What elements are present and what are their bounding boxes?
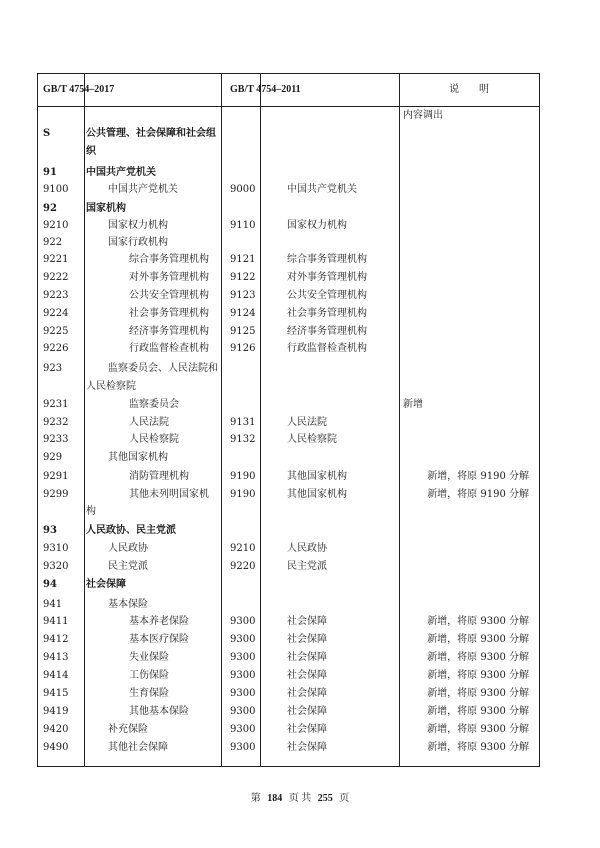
row-old-name: 行政监督检查机构 (287, 343, 367, 354)
row-code: 9414 (43, 670, 69, 681)
row-old-name: 社会事务管理机构 (287, 308, 367, 319)
row-code: 9415 (43, 688, 69, 699)
row-code: 941 (43, 599, 63, 610)
row-name: 其他基本保险 (129, 706, 189, 717)
table-row (37, 305, 540, 323)
table-row (37, 431, 540, 449)
footer-mid: 页 共 (288, 793, 312, 804)
table-row (37, 287, 540, 305)
row-old-name: 社会保障 (287, 616, 327, 627)
row-old-name: 中国共产党机关 (287, 184, 357, 195)
row-old-name: 社会保障 (287, 724, 327, 735)
row-old-code: 9210 (230, 543, 256, 554)
row-note: 新增，将原 9190 分解 (427, 489, 529, 500)
row-note: 新增，将原 9300 分解 (427, 688, 529, 699)
table-row (37, 631, 540, 649)
table-row (37, 576, 540, 594)
row-old-name: 社会保障 (287, 670, 327, 681)
row-name: 工伤保险 (129, 670, 169, 681)
row-old-name: 社会保障 (287, 706, 327, 717)
page-footer (0, 789, 600, 804)
row-code: 9411 (43, 616, 69, 627)
row-code: 9291 (43, 471, 69, 482)
table-row (37, 667, 540, 685)
table-row (37, 613, 540, 631)
row-name: 人民政协、民主党派 (86, 525, 176, 536)
comparison-table (37, 73, 540, 767)
table-row (37, 125, 540, 143)
row-old-name: 综合事务管理机构 (287, 254, 367, 265)
row-old-code: 9123 (230, 290, 256, 301)
row-old-code: 9121 (230, 254, 256, 265)
row-code: 9210 (43, 220, 69, 231)
header-new-standard: GB/T 4754–2017 (43, 84, 115, 95)
row-note: 新增，将原 9300 分解 (427, 706, 529, 717)
table-row (37, 649, 540, 667)
row-old-code: 9124 (230, 308, 256, 319)
table-row (37, 323, 540, 341)
row-old-code: 9190 (230, 471, 256, 482)
table-row (37, 143, 540, 161)
row-code: 9222 (43, 272, 69, 283)
table-row (37, 522, 540, 540)
row-name: 综合事务管理机构 (129, 254, 209, 265)
table-row (37, 234, 540, 252)
table-row (37, 503, 540, 521)
row-name: 消防管理机构 (129, 471, 189, 482)
row-old-name: 其他国家机构 (287, 471, 347, 482)
row-code: 93 (43, 525, 57, 536)
table-row (37, 685, 540, 703)
row-code: 923 (43, 363, 63, 374)
footer-suffix: 页 (339, 793, 350, 804)
row-old-name: 国家权力机构 (287, 220, 347, 231)
row-name: 对外事务管理机构 (129, 272, 209, 283)
table-row (37, 340, 540, 358)
row-code: 9226 (43, 343, 69, 354)
table-row (37, 703, 540, 721)
row-name: 失业保险 (129, 652, 169, 663)
row-code: 9310 (43, 543, 69, 554)
row-note: 新增，将原 9190 分解 (427, 471, 529, 482)
row-code: 9320 (43, 561, 69, 572)
table-row (37, 164, 540, 182)
row-code: 9299 (43, 489, 69, 500)
current-page-number: 184 (267, 793, 283, 804)
row-name: 基本养老保险 (129, 616, 189, 627)
row-name: 中国共产党机关 (108, 184, 178, 195)
row-name: 国家行政机构 (108, 237, 168, 248)
footer-prefix: 第 (250, 793, 261, 804)
row-old-code: 9300 (230, 616, 256, 627)
row-note: 新增，将原 9300 分解 (427, 652, 529, 663)
row-old-code: 9220 (230, 561, 256, 572)
row-name: 其他社会保障 (108, 742, 168, 753)
row-name: 监察委员会、人民法院和 (108, 363, 218, 374)
row-code: 9232 (43, 417, 69, 428)
row-code: 91 (43, 167, 57, 178)
table-row (37, 269, 540, 287)
row-old-name: 人民法院 (287, 417, 327, 428)
row-name: 社会事务管理机构 (129, 308, 209, 319)
row-note: 内容调出 (403, 110, 443, 121)
row-old-name: 对外事务管理机构 (287, 272, 367, 283)
row-name: 基本医疗保险 (129, 634, 189, 645)
row-name: 其他未列明国家机 (129, 489, 209, 500)
row-code: 9231 (43, 399, 69, 410)
row-old-code: 9300 (230, 670, 256, 681)
table-row (37, 251, 540, 269)
row-code: 9420 (43, 724, 69, 735)
row-old-code: 9300 (230, 652, 256, 663)
table-row (37, 449, 540, 467)
row-name: 构 (86, 506, 96, 517)
row-name: 人民检察院 (129, 434, 179, 445)
row-code: 9419 (43, 706, 69, 717)
row-code: S (43, 128, 51, 139)
row-note: 新增，将原 9300 分解 (427, 670, 529, 681)
table-row (37, 414, 540, 432)
header-old-standard: GB/T 4754–2011 (230, 84, 301, 95)
row-name: 经济事务管理机构 (129, 326, 209, 337)
row-name: 公共安全管理机构 (129, 290, 209, 301)
table-row (37, 217, 540, 235)
row-code: 9224 (43, 308, 69, 319)
row-code: 9490 (43, 742, 69, 753)
row-name: 织 (86, 146, 96, 157)
row-old-code: 9132 (230, 434, 256, 445)
row-name: 社会保障 (86, 579, 126, 590)
row-code: 9221 (43, 254, 69, 265)
row-note: 新增，将原 9300 分解 (427, 724, 529, 735)
row-old-name: 社会保障 (287, 652, 327, 663)
row-old-code: 9190 (230, 489, 256, 500)
row-note: 新增，将原 9300 分解 (427, 742, 529, 753)
table-row (37, 739, 540, 757)
row-name: 行政监督检查机构 (129, 343, 209, 354)
row-name: 国家机构 (86, 203, 126, 214)
table-row (37, 486, 540, 504)
table-row (37, 596, 540, 614)
row-code: 9412 (43, 634, 69, 645)
row-code: 922 (43, 237, 63, 248)
row-old-code: 9125 (230, 326, 256, 337)
header-notes: 说 明 (449, 84, 489, 95)
row-old-code: 9300 (230, 724, 256, 735)
row-code: 9100 (43, 184, 69, 195)
row-old-code: 9110 (230, 220, 256, 231)
row-old-name: 民主党派 (287, 561, 327, 572)
row-name: 国家权力机构 (108, 220, 168, 231)
total-pages-number: 255 (317, 793, 333, 804)
row-code: 9223 (43, 290, 69, 301)
row-name: 生育保险 (129, 688, 169, 699)
row-old-name: 人民政协 (287, 543, 327, 554)
row-name: 公共管理、社会保障和社会组 (86, 128, 216, 139)
table-row (37, 107, 540, 125)
row-name: 其他国家机构 (108, 452, 168, 463)
row-old-name: 社会保障 (287, 634, 327, 645)
row-name: 人民政协 (108, 543, 148, 554)
row-old-code: 9300 (230, 688, 256, 699)
table-row (37, 181, 540, 199)
row-old-code: 9300 (230, 742, 256, 753)
row-code: 94 (43, 579, 57, 590)
row-code: 9225 (43, 326, 69, 337)
row-name: 监察委员会 (129, 399, 179, 410)
table-row (37, 558, 540, 576)
row-old-code: 9300 (230, 706, 256, 717)
row-old-code: 9300 (230, 634, 256, 645)
row-note: 新增 (403, 399, 423, 410)
row-name: 基本保险 (108, 599, 148, 610)
row-name: 补充保险 (108, 724, 148, 735)
row-code: 9413 (43, 652, 69, 663)
table-row (37, 721, 540, 739)
row-old-name: 公共安全管理机构 (287, 290, 367, 301)
row-code: 9233 (43, 434, 69, 445)
row-note: 新增，将原 9300 分解 (427, 616, 529, 627)
row-old-code: 9122 (230, 272, 256, 283)
table-row (37, 396, 540, 414)
table-row (37, 200, 540, 218)
row-old-code: 9131 (230, 417, 256, 428)
row-old-name: 社会保障 (287, 688, 327, 699)
table-row (37, 360, 540, 378)
row-old-name: 社会保障 (287, 742, 327, 753)
row-old-name: 人民检察院 (287, 434, 337, 445)
row-old-code: 9126 (230, 343, 256, 354)
row-note: 新增，将原 9300 分解 (427, 634, 529, 645)
row-old-code: 9000 (230, 184, 256, 195)
table-row (37, 468, 540, 486)
row-name: 人民检察院 (86, 381, 136, 392)
table-row (37, 540, 540, 558)
row-old-name: 经济事务管理机构 (287, 326, 367, 337)
row-name: 民主党派 (108, 561, 148, 572)
row-name: 人民法院 (129, 417, 169, 428)
row-name: 中国共产党机关 (86, 167, 156, 178)
table-row (37, 378, 540, 396)
row-code: 929 (43, 452, 63, 463)
row-old-name: 其他国家机构 (287, 489, 347, 500)
table-border-bottom (37, 766, 540, 767)
row-code: 92 (43, 203, 57, 214)
